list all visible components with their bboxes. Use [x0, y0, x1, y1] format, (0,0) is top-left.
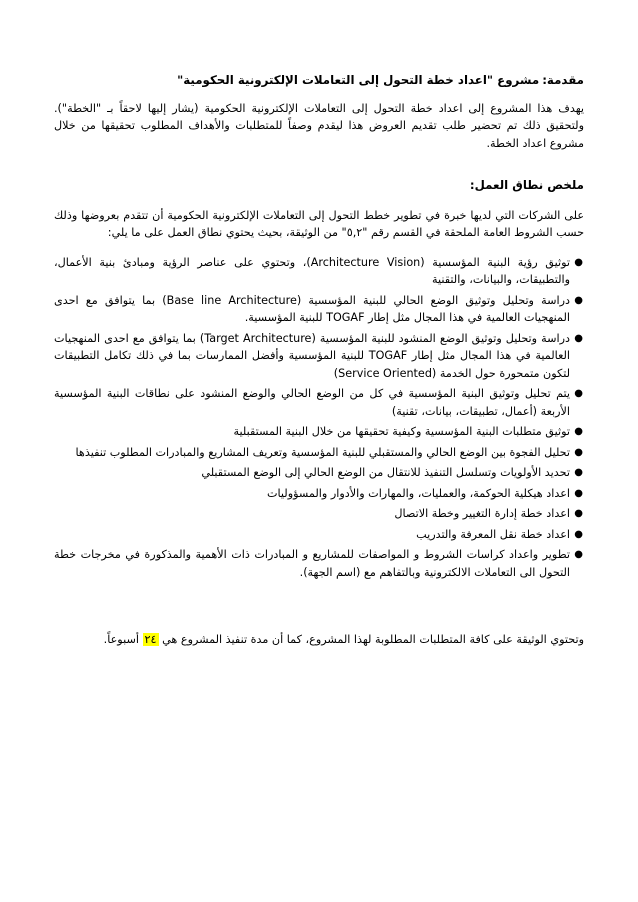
- bullet-icon: ●: [574, 528, 583, 540]
- list-item-text: تطوير واعداد كراسات الشروط و المواصفات للمشاريع و المبادرات ذات الأهمية والمذكورة في مخرجات خطة التحول الى التعاملات الالكترونية وبالتفاهم مع (اسم الجهة).: [54, 548, 570, 579]
- list-item-text: توثيق رؤية البنية المؤسسية (Architecture Vision)، وتحتوي على عناصر الرؤية ومبادئ بنية الأعمال، والتطبيقات، والبيانات، والتقنية: [54, 255, 570, 286]
- list-item-text: تحليل الفجوة بين الوضع الحالي والمستقبلي للبنية المؤسسية وتعريف المشاريع والمبادرات المطلوب تنفيذها: [75, 445, 570, 459]
- bullet-icon: ●: [574, 256, 583, 268]
- list-item: [54, 254, 583, 289]
- bullet-icon: ●: [574, 388, 583, 399]
- scope-paragraph: على الشركات التي لديها خبرة في تطوير خطط التحول إلى التعاملات الإلكترونية الحكومية أن تتقدم بعروضها وذلك حسب الشروط العامة الملحقة في القسم رقم "٥,٢" من الوثيقة، بحيث يحتوي نطاق العمل على ما يلي:: [54, 208, 584, 239]
- list-item: [54, 526, 583, 544]
- closing-paragraph: [54, 631, 584, 649]
- scope-heading: ملخص نطاق العمل:: [469, 178, 584, 192]
- list-item-text: تحديد الأولويات وتسلسل التنفيذ للانتقال من الوضع الحالي إلى الوضع المستقبلي: [201, 466, 570, 479]
- bullet-icon: ●: [574, 446, 583, 458]
- bullet-icon: ●: [574, 426, 583, 437]
- list-item: [54, 546, 583, 581]
- list-item-text: اعداد هيكلية الحوكمة، والعمليات، والمهارات والأدوار والمسؤوليات: [266, 486, 570, 500]
- list-item: [54, 423, 583, 441]
- closing-text-before: وتحتوي الوثيقة على كافة المتطلبات المطلوبة لهذا المشروع، كما أن مدة تنفيذ المشروع هي: [162, 633, 584, 646]
- list-item-text: اعداد خطة نقل المعرفة والتدريب: [416, 527, 570, 541]
- closing-text-after: أسبوعاً.: [103, 633, 139, 646]
- list-item-text: دراسة وتحليل وتوثيق الوضع المنشود للبنية المؤسسية (Target Architecture) بما يتوافق مع احدى المنهجيات العالمية في هذا المجال مثل إطار TOGAF للبنية المؤسسية وأفضل الممارسات بما في ذلك تكامل التطبيقات لتكون متمحورة حول الخدمة (Service Oriented): [54, 331, 570, 380]
- list-item: [54, 330, 583, 383]
- duration-weeks-highlight: ٢٤: [144, 633, 157, 646]
- bullet-icon: ●: [574, 332, 583, 344]
- list-item-text: اعداد خطة إدارة التغيير وخطة الاتصال: [394, 507, 570, 520]
- list-item-text: دراسة وتحليل وتوثيق الوضع الحالي للبنية المؤسسية (Base line Architecture) بما يتوافق مع احدى المنهجيات العالمية في هذا المجال مثل إطار TOGAF للبنية المؤسسية.: [54, 293, 570, 324]
- list-item: [54, 505, 583, 523]
- scope-items-list: [54, 254, 584, 582]
- list-item-text: توثيق متطلبات البنية المؤسسية وكيفية تحقيقها من خلال البنية المستقبلية: [233, 425, 570, 438]
- intro-heading: [54, 72, 584, 90]
- list-item: [54, 485, 583, 503]
- intro-paragraph: يهدف هذا المشروع إلى اعداد خطة التحول إلى التعاملات الإلكترونية الحكومية (يشار إليها لاحقاً بـ "الخطة"). ولتحقيق ذلك تم تحضير طلب تقديم العروض هذا ليقدم وصفاً للمتطلبات والأهداف المطلوب تحقيقها من خلال مشروع اعداد الخطة.: [54, 101, 584, 150]
- intro-heading-label: مقدمة:: [542, 73, 584, 87]
- bullet-icon: ●: [574, 549, 583, 560]
- intro-heading-title: مشروع "اعداد خطة التحول إلى التعاملات الإلكترونية الحكومية": [177, 73, 540, 87]
- list-item: [54, 444, 583, 462]
- list-item: [54, 385, 583, 420]
- bullet-icon: ●: [574, 294, 583, 306]
- list-item-text: يتم تحليل وتوثيق البنية المؤسسية في كل من الوضع الحالي والوضع المنشود على نطاقات البنية المؤسسية الأربعة (أعمال، تطبيقات، بيانات، تقنية): [54, 387, 570, 418]
- list-item: [54, 292, 583, 327]
- bullet-icon: ●: [574, 508, 583, 519]
- bullet-icon: ●: [574, 487, 583, 499]
- list-item: [54, 464, 583, 482]
- document-page: [54, 0, 584, 649]
- bullet-icon: ●: [574, 467, 583, 478]
